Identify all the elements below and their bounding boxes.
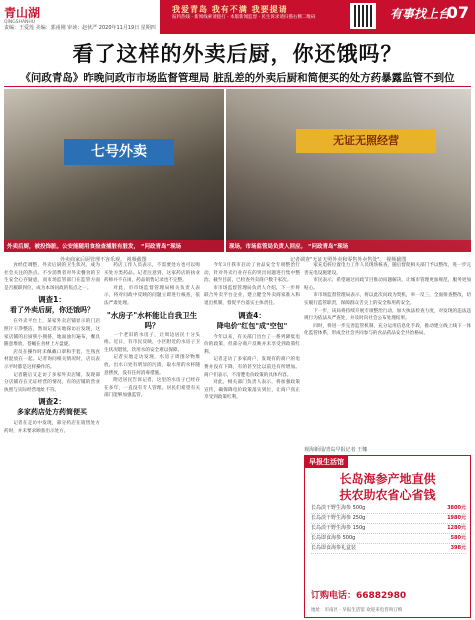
editor-credits: 责编：王爱莲 美编：郭甫刚 审读：赵伙严 2020年11月19日 星期四 bbox=[4, 25, 156, 31]
paragraph: 记者走访了多家商户，发现有的商户的电费并没有下降，有的甚至比以前还有所增加。商户们表示，不清楚电价政策的具体内容。 bbox=[204, 357, 300, 378]
ad-item: 长岛淡干野生海参 500g 3800元 bbox=[311, 504, 466, 514]
photo-caption: 现场，市场监管局负责人回应。 “问政青岛”现场 bbox=[226, 240, 471, 252]
photo-credit: 外卖商家后厨管理不容乐观。 视频截图 bbox=[60, 257, 147, 263]
paragraph: 今年3月我市启动了食品安全专项整治行动，针对外卖行业存在的突出问题进行集中整治。截至目前，已检查外卖商户数千家次。 bbox=[204, 263, 300, 284]
paragraph: 食经佳调整，外卖后厨的卫生状况，成为社会关注的热点。不少消费者对外卖餐食的卫生安全心存疑虑，而市场监管部门在监管方面是否履职到位，成为本场问政的焦点之一。 bbox=[4, 263, 100, 291]
section-heading: 调查2： bbox=[38, 397, 66, 407]
section-subheading: 降电价"红包"成"空包" bbox=[216, 321, 288, 330]
photo-kitchen bbox=[4, 89, 224, 252]
ad-phone: 订购电话：66882980 bbox=[311, 591, 407, 601]
ad-item: 长岛即食海参 500g 580元 bbox=[311, 534, 466, 544]
page-number: 07 bbox=[446, 3, 469, 22]
paragraph: 家充电桩位置电力工作人员现场核查，随后督促相关部门予以整改，进一步完善充电设施建设。 bbox=[304, 263, 471, 276]
paragraph: 对此，相关部门负责人表示，将加强政策宣传，确保降电价政策落实到位，让商户真正享受到政策红利。 bbox=[204, 380, 300, 401]
photo-credit: 记者调查"无证无照外卖和零售外卖售处"。 视频截图 bbox=[290, 257, 407, 263]
ad-item: 长岛即食海参礼盒装 398元 bbox=[311, 544, 466, 554]
header-hotline: 报料热线 · 新闻线索请拨打 · 本版新闻监督 · 民生诉求请扫描右侧二维码 bbox=[172, 15, 316, 20]
paragraph: 在外卖平台上，某家外卖店铺显示的门店照片干净整洁，然而记者实地探访后发现，这家店铺的后厨狭小拥挤，地面油污遍布，餐具随意堆放，苍蝇在食材上方盘旋。 bbox=[4, 319, 100, 348]
paper-logo-sub: QINGSHANHU bbox=[4, 20, 36, 25]
photo-caption: 外卖后厨，被投饰脏。公安能随用食捡查捕脏有脏发， “问政青岛”现场 bbox=[4, 240, 224, 252]
shop-sign: 无证无照经营 bbox=[296, 129, 436, 153]
section-heading: "水房子"水杯能让自我卫生吗？ bbox=[106, 310, 198, 330]
paragraph: 市市场监督管理局表示，将以此次问政为契机，举一反三，全面排查整改，切实履行监管职责，保障群众舌尖上的安全和用药安全。 bbox=[304, 293, 471, 306]
ad-item: 长岛淡干野生海参 250g 1980元 bbox=[311, 514, 466, 524]
article-column-3 bbox=[204, 262, 300, 618]
header-motto: 我爱青岛 我有不满 我要提请 bbox=[172, 5, 288, 14]
paragraph: 记者随后又走访了多家外卖店铺，发现部分店铺存在无证经营的情况，有的店铺的营业执照与实际经营地址不符。 bbox=[4, 372, 100, 393]
paragraph: 记者在走访中发现，部分药店在销售处方药时，并未要求顾客出示处方。 bbox=[4, 421, 100, 434]
header-red-strip bbox=[160, 0, 475, 34]
paragraph: 今年以来，有关部门出台了一系列降低电价的政策，但部分商户反映并未享受到政策红利。 bbox=[204, 334, 300, 355]
shop-sign: 七号外卖 bbox=[64, 139, 174, 165]
paragraph: 记者实地走访发现，水房子周围杂物堆放，出水口处有明显的污渍，取水用的水杯随意摆放，没有任何消毒措施。 bbox=[104, 355, 200, 376]
ad-footer: 地址：市南区 · 早报生活馆 欢迎来电咨询订购 bbox=[311, 608, 403, 613]
section-heading: 调查4： bbox=[238, 310, 266, 320]
ad-title-2: 扶农助农省心省钱 bbox=[339, 488, 436, 502]
paragraph: 对此，市市场监督管理局相关负责人表示，将对问政中反映的问题立即进行核查，依法严肃处理。 bbox=[104, 285, 200, 306]
header-slogan: 有事找上台 bbox=[390, 7, 451, 21]
main-headline: 看了这样的外卖后厨，你还饿吗？ bbox=[72, 42, 403, 66]
ad-label: 早报生活馆 bbox=[305, 456, 348, 468]
article-author: 观海新闻/青岛早报记者 王娜 bbox=[304, 447, 368, 453]
sub-headline: 《问政青岛》昨晚问政市市场监督管理局 脏乱差的外卖后厨和简便买的处方药暴露监管不到位 bbox=[20, 72, 455, 84]
ad-item: 长岛淡干野生海参 150g 1280元 bbox=[311, 524, 466, 534]
paragraph: 一个老旧的水房子，让周边居民十分头疼。近日，有市民反映，小区附近的水房子卫生状况堪忧，饮用水的安全难以保障。 bbox=[104, 332, 200, 353]
ad-title: 长岛海参产地直供 bbox=[339, 472, 436, 486]
paragraph: 店员在操作时未佩戴口罩和手套，生熟食材混放在一起。记者询问相关情况时，店员表示平时都是这样操作的。 bbox=[4, 349, 100, 370]
paragraph: 药店工作人员表示，不需要处方也可以购买处方类药品。记者注意到，这家药店的执业药师并不在岗，药品销售记录也不完整。 bbox=[104, 263, 200, 284]
section-heading: 调查1： bbox=[38, 295, 66, 305]
section-subheading: 多家药店处方药简便买 bbox=[17, 408, 87, 417]
photo-studio bbox=[226, 89, 471, 252]
qr-code-icon bbox=[350, 3, 376, 29]
article-column-1 bbox=[4, 262, 100, 618]
masthead bbox=[0, 0, 475, 34]
paragraph: 市市场监督管理局负责人介绍，下一步将联合外卖平台企业，建立健全外卖商家准入和退出机制，督促平台落实主体责任。 bbox=[204, 285, 300, 306]
divider bbox=[4, 86, 471, 87]
paper-logo: 青山湖 bbox=[4, 6, 41, 20]
paragraph: 同时，将进一步完善监管机制，充分运用信息化手段，推动建立线上线下一体化监管体系，形成全社会共同参与的食品药品安全共治格局。 bbox=[304, 323, 471, 337]
article-column-2 bbox=[104, 262, 200, 618]
article-column-4 bbox=[304, 262, 471, 452]
advertisement[interactable] bbox=[304, 455, 471, 618]
paragraph: 下一步，该局将持续开展专项整治行动，加大执法检查力度，对发现的违法违规行为依法从严查处，并及时向社会公布处理结果。 bbox=[304, 308, 471, 322]
ad-item-list bbox=[311, 504, 466, 554]
paragraph: 附近居民告诉记者，这里的水房子已经存在多年，一直没有专人管理。居民们希望有关部门能够加强监管。 bbox=[104, 378, 200, 399]
section-subheading: 看了外卖后厨，你还饿吗？ bbox=[10, 306, 94, 315]
paragraph: 市民表示，希望通过问政节目推动问题解决，让城市管理更加规范，服务更加贴心。 bbox=[304, 278, 471, 291]
